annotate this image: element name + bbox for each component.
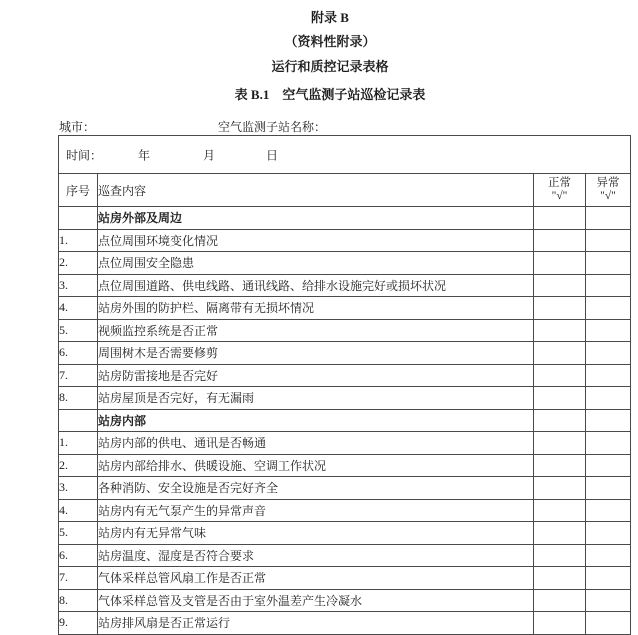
appendix-type-subtitle: （资料性附录）	[284, 34, 376, 49]
abnormal-check-cell	[586, 387, 631, 410]
row-content-cell: 周围树木是否需要修剪	[98, 342, 534, 365]
abnormal-check-cell	[586, 612, 631, 635]
month-label: 月	[203, 148, 216, 162]
abnormal-check-cell	[586, 522, 631, 545]
row-content-cell: 点位周围环境变化情况	[98, 229, 534, 252]
row-content-cell: 站房内有无异常气味	[98, 522, 534, 545]
abnormal-check-cell	[586, 207, 631, 230]
col-header-abnormal-checkmark: "√"	[600, 190, 616, 202]
table-row	[59, 477, 631, 500]
table-row	[59, 297, 631, 320]
row-content-cell: 点位周围安全隐患	[98, 252, 534, 275]
table-row	[59, 432, 631, 455]
year-label: 年	[138, 148, 151, 162]
time-label: 时间：	[66, 148, 103, 162]
row-content-cell: 站房排风扇是否正常运行	[98, 612, 534, 635]
row-number-cell: 7.	[59, 567, 98, 590]
table-row	[59, 342, 631, 365]
normal-check-cell	[534, 319, 586, 342]
row-content-cell: 各种消防、安全设施是否完好齐全	[98, 477, 534, 500]
normal-check-cell	[534, 387, 586, 410]
abnormal-check-cell	[586, 544, 631, 567]
row-number-cell: 5.	[59, 319, 98, 342]
normal-check-cell	[534, 342, 586, 365]
row-content-cell: 点位周围道路、供电线路、通讯线路、给排水设施完好或损坏状况	[98, 274, 534, 297]
normal-check-cell	[534, 612, 586, 635]
time-cell	[59, 136, 631, 174]
table-row	[59, 387, 631, 410]
row-content-cell: 站房内部给排水、供暖设施、空调工作状况	[98, 454, 534, 477]
section-title-cell: 站房外部及周边	[98, 207, 534, 230]
abnormal-check-cell	[586, 567, 631, 590]
row-number-cell: 4.	[59, 499, 98, 522]
time-row	[59, 136, 631, 174]
row-content-cell: 站房内部的供电、通讯是否畅通	[98, 432, 534, 455]
table-row	[59, 319, 631, 342]
row-content-cell: 站房外围的防护栏、隔离带有无损坏情况	[98, 297, 534, 320]
table-section-row	[59, 207, 631, 230]
normal-check-cell	[534, 207, 586, 230]
inspection-record-table	[58, 135, 631, 635]
normal-check-cell	[534, 409, 586, 432]
row-number-cell: 2.	[59, 454, 98, 477]
col-header-abnormal	[586, 174, 631, 207]
normal-check-cell	[534, 252, 586, 275]
row-content-cell: 视频监控系统是否正常	[98, 319, 534, 342]
table-row	[59, 589, 631, 612]
normal-check-cell	[534, 432, 586, 455]
normal-check-cell	[534, 567, 586, 590]
row-number-cell: 6.	[59, 544, 98, 567]
section-heading: 运行和质控记录表格	[271, 59, 389, 74]
row-content-cell: 站房防雷接地是否完好	[98, 364, 534, 387]
city-station-line	[58, 117, 630, 135]
normal-check-cell	[534, 297, 586, 320]
abnormal-check-cell	[586, 432, 631, 455]
row-number-cell: 8.	[59, 589, 98, 612]
abnormal-check-cell	[586, 297, 631, 320]
row-number-cell: 1.	[59, 229, 98, 252]
col-header-content: 巡查内容	[98, 174, 534, 207]
table-row	[59, 274, 631, 297]
row-number-cell: 7.	[59, 364, 98, 387]
row-number-cell: 8.	[59, 387, 98, 410]
table-row	[59, 499, 631, 522]
table-row	[59, 544, 631, 567]
station-name-label: 空气监测子站名称：	[218, 120, 327, 134]
row-number-cell: 9.	[59, 612, 98, 635]
row-content-cell: 气体采样总管风扇工作是否正常	[98, 567, 534, 590]
abnormal-check-cell	[586, 409, 631, 432]
row-number-cell: 2.	[59, 252, 98, 275]
normal-check-cell	[534, 477, 586, 500]
row-number-cell: 1.	[59, 432, 98, 455]
section-no-cell	[59, 409, 98, 432]
abnormal-check-cell	[586, 454, 631, 477]
col-header-abnormal-label: 异常	[596, 177, 620, 189]
row-number-cell: 5.	[59, 522, 98, 545]
day-label: 日	[266, 148, 279, 162]
table-row	[59, 454, 631, 477]
normal-check-cell	[534, 364, 586, 387]
section-no-cell	[59, 207, 98, 230]
normal-check-cell	[534, 499, 586, 522]
col-header-no: 序号	[59, 174, 98, 207]
abnormal-check-cell	[586, 499, 631, 522]
abnormal-check-cell	[586, 229, 631, 252]
abnormal-check-cell	[586, 274, 631, 297]
normal-check-cell	[534, 522, 586, 545]
city-label: 城市：	[59, 120, 96, 134]
abnormal-check-cell	[586, 477, 631, 500]
table-row	[59, 229, 631, 252]
row-content-cell: 站房屋顶是否完好，有无漏雨	[98, 387, 534, 410]
row-content-cell: 站房温度、湿度是否符合要求	[98, 544, 534, 567]
normal-check-cell	[534, 589, 586, 612]
abnormal-check-cell	[586, 342, 631, 365]
table-caption: 表 B.1 空气监测子站巡检记录表	[234, 87, 426, 102]
row-number-cell: 6.	[59, 342, 98, 365]
col-header-normal-checkmark: "√"	[551, 190, 568, 202]
abnormal-check-cell	[586, 252, 631, 275]
inspection-table-body	[59, 136, 631, 635]
table-section-row	[59, 409, 631, 432]
row-content-cell: 站房内有无气泵产生的异常声音	[98, 499, 534, 522]
appendix-title: 附录 B	[311, 10, 349, 25]
section-title-cell: 站房内部	[98, 409, 534, 432]
table-row	[59, 612, 631, 635]
table-row	[59, 567, 631, 590]
row-number-cell: 4.	[59, 297, 98, 320]
normal-check-cell	[534, 544, 586, 567]
normal-check-cell	[534, 274, 586, 297]
table-row	[59, 252, 631, 275]
table-row	[59, 522, 631, 545]
table-header-row	[59, 174, 631, 207]
row-number-cell: 3.	[59, 477, 98, 500]
table-row	[59, 364, 631, 387]
abnormal-check-cell	[586, 589, 631, 612]
row-number-cell: 3.	[59, 274, 98, 297]
col-header-normal	[534, 174, 586, 207]
normal-check-cell	[534, 454, 586, 477]
normal-check-cell	[534, 229, 586, 252]
abnormal-check-cell	[586, 364, 631, 387]
col-header-normal-label: 正常	[548, 177, 571, 189]
abnormal-check-cell	[586, 319, 631, 342]
row-content-cell: 气体采样总管及支管是否由于室外温差产生冷凝水	[98, 589, 534, 612]
